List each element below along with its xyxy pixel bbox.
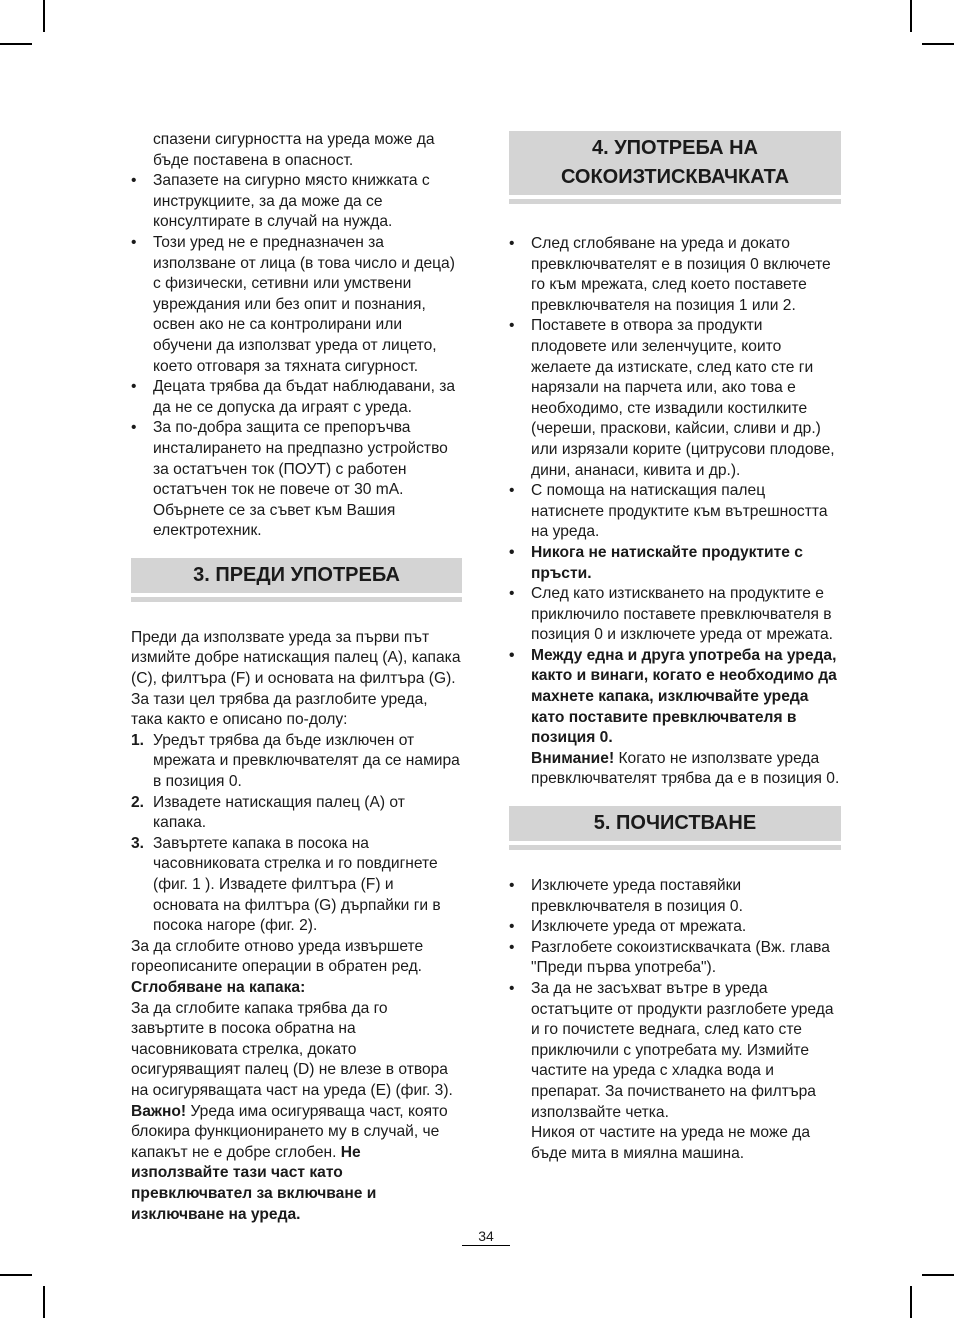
crop-mark [922, 43, 954, 45]
list-item: • С помоща на натискащия палец натиснете продуктите към вътрешността на уреда. [509, 481, 841, 543]
list-item: • За по-добра защита се препоръчва инсталирането на предпазно устройство за остатъчен ток (ПОУТ) с работен остатъчен ток не повече от 30 mA. Обърнете се за съвет към Вашия електротехник. [131, 418, 462, 542]
list-item: • След сглобяване на уреда и докато превключвателят е в позиция 0 включете го към мрежата, след което поставете превключвателя на позиция 1 или 2. [509, 234, 841, 316]
section-title [509, 131, 841, 195]
usage-bullet-list [509, 234, 841, 749]
page-number: 34 [462, 1228, 510, 1246]
list-item: • Никога не натискайте продуктите с пръсти. [509, 543, 841, 584]
section-4-heading [509, 131, 841, 204]
section-5-heading [509, 806, 841, 850]
list-item [131, 793, 462, 834]
list-item: • Между една и друга употреба на уреда, както и винаги, когато е необходимо да махнете капака, изключвайте уреда като поставите превключвателя в позиция 0. [509, 646, 841, 749]
section-3-body [131, 628, 462, 1225]
section-3-heading [131, 558, 462, 602]
attention-note [509, 749, 841, 790]
lid-assembly-heading: Сглобяване на капака: [131, 978, 306, 996]
left-column [131, 130, 462, 1225]
crop-mark [0, 43, 32, 45]
cleaning-bullet-list [509, 876, 841, 1123]
section-title-line: 4. УПОТРЕБА НА [591, 137, 758, 159]
step-text: Извадете натискащия палец (A) от капака. [153, 793, 405, 832]
list-item: • Запазете на сигурно място книжката с инструкциите, за да може да се консултирате в случай на нужда. [131, 171, 462, 233]
important-warning: Не използвайте тази част като превключвател за включване и изключване на уреда. [131, 1143, 377, 1223]
step-number: 3. [131, 834, 145, 852]
important-label: Важно! [131, 1102, 187, 1120]
right-column [509, 130, 841, 1164]
dishwasher-note: Никоя от частите на уреда не може да бъде мита в миялна машина. [531, 1124, 811, 1162]
heading-bar [131, 597, 462, 602]
crop-mark [922, 1274, 954, 1276]
step-number: 1. [131, 731, 145, 749]
list-item [131, 834, 462, 937]
list-item: • След като изтискването на продуктите е приключило поставете превключвателя в позиция 0 и изключете уреда от мрежата. [509, 584, 841, 646]
list-item: • Децата трябва да бъдат наблюдавани, за да не се допуска да играят с уреда. [131, 377, 462, 418]
reassembly-text: За да сглобите отново уреда извършете гореописаните операции в обратен ред. [131, 937, 424, 976]
list-item: • Изключете уреда поставяйки превключвателя в позиция 0. [509, 876, 841, 917]
list-item: • Разглобете сокоизтисквачката (Вж. глава "Преди първа употреба"). [509, 938, 841, 979]
disassembly-steps [131, 731, 462, 937]
step-text: Уредът трябва да бъде изключен от мрежата и превключвателят да се намира в позиция 0. [153, 731, 460, 791]
important-note [131, 1102, 462, 1226]
section-title: 3. ПРЕДИ УПОТРЕБА [131, 558, 462, 593]
list-item [131, 731, 462, 793]
safety-bullet-list [131, 171, 462, 542]
crop-mark [43, 1286, 45, 1318]
important-text: Уреда има осигуряваща част, която блокира функционирането му в случай, че капакът не е добре сглобен. [131, 1102, 448, 1161]
crop-mark [910, 1286, 912, 1318]
attention-text: Когато не използвате уреда превключвателят трябва да е в позиция 0. [531, 749, 840, 788]
section-intro: Преди да използвате уреда за първи път измийте добре натискащия палец (A), капака (C), филтъра (F) и основата на филтъра (G). За тази цел трябва да разглобите уреда, така както е описано по-долу: [131, 628, 461, 729]
lid-assembly-text: За да сглобите капака трябва да го завъртите в посока обратна на часовниковата стрелка, докато осигуряващият палец (D) не влезе в отвора на осигуряващата част на уреда (E) (фиг. 3). [131, 999, 453, 1099]
list-item: • Поставете в отвора за продукти плодовете или зеленчуците, които желаете да изтискате, след като сте ги нарязали на парчета или, ако това е необходимо, сте извадили костилките (череши, праскови, кайсии, сливи и др.) или изрязали корите (цитрусови плодове, дини, ананаси, кивита и др.). [509, 316, 841, 481]
continued-text: спазени сигурността на уреда може да бъде поставена в опасност. [153, 131, 435, 169]
step-number: 2. [131, 793, 145, 811]
heading-bar [509, 845, 841, 850]
list-item: • Изключете уреда от мрежата. [509, 917, 841, 938]
crop-mark [0, 1274, 32, 1276]
attention-label: Внимание! [531, 749, 615, 767]
crop-mark [910, 0, 912, 32]
heading-bar [509, 199, 841, 204]
section-title: 5. ПОЧИСТВАНЕ [509, 806, 841, 841]
step-text: Завъртете капака в посока на часовниковата стрелка и го повдигнете (фиг. 1 ). Извадете филтъра (F) и основата на филтъра (G) дърпайки ги в посока нагоре (фиг. 2). [153, 834, 441, 935]
list-item: • Този уред не е предназначен за използване от лица (в това число и деца) с физически, сетивни или умствени увреждания или без опит и познания, освен ако не са контролирани или обучени да използват уреда от лицето, което отговаря за тяхната сигурност. [131, 233, 462, 377]
list-item: • За да не засъхват вътре в уреда остатъците от продукти разглобете уреда и го почистете веднага, след като сте приключили с употребата му. Измийте частите на уреда с хладка вода и препарат. За почистването на филтъра използвайте четка. [509, 979, 841, 1123]
crop-mark [43, 0, 45, 32]
section-title-line: СОКОИЗТИСКВАЧКАТА [560, 166, 790, 188]
